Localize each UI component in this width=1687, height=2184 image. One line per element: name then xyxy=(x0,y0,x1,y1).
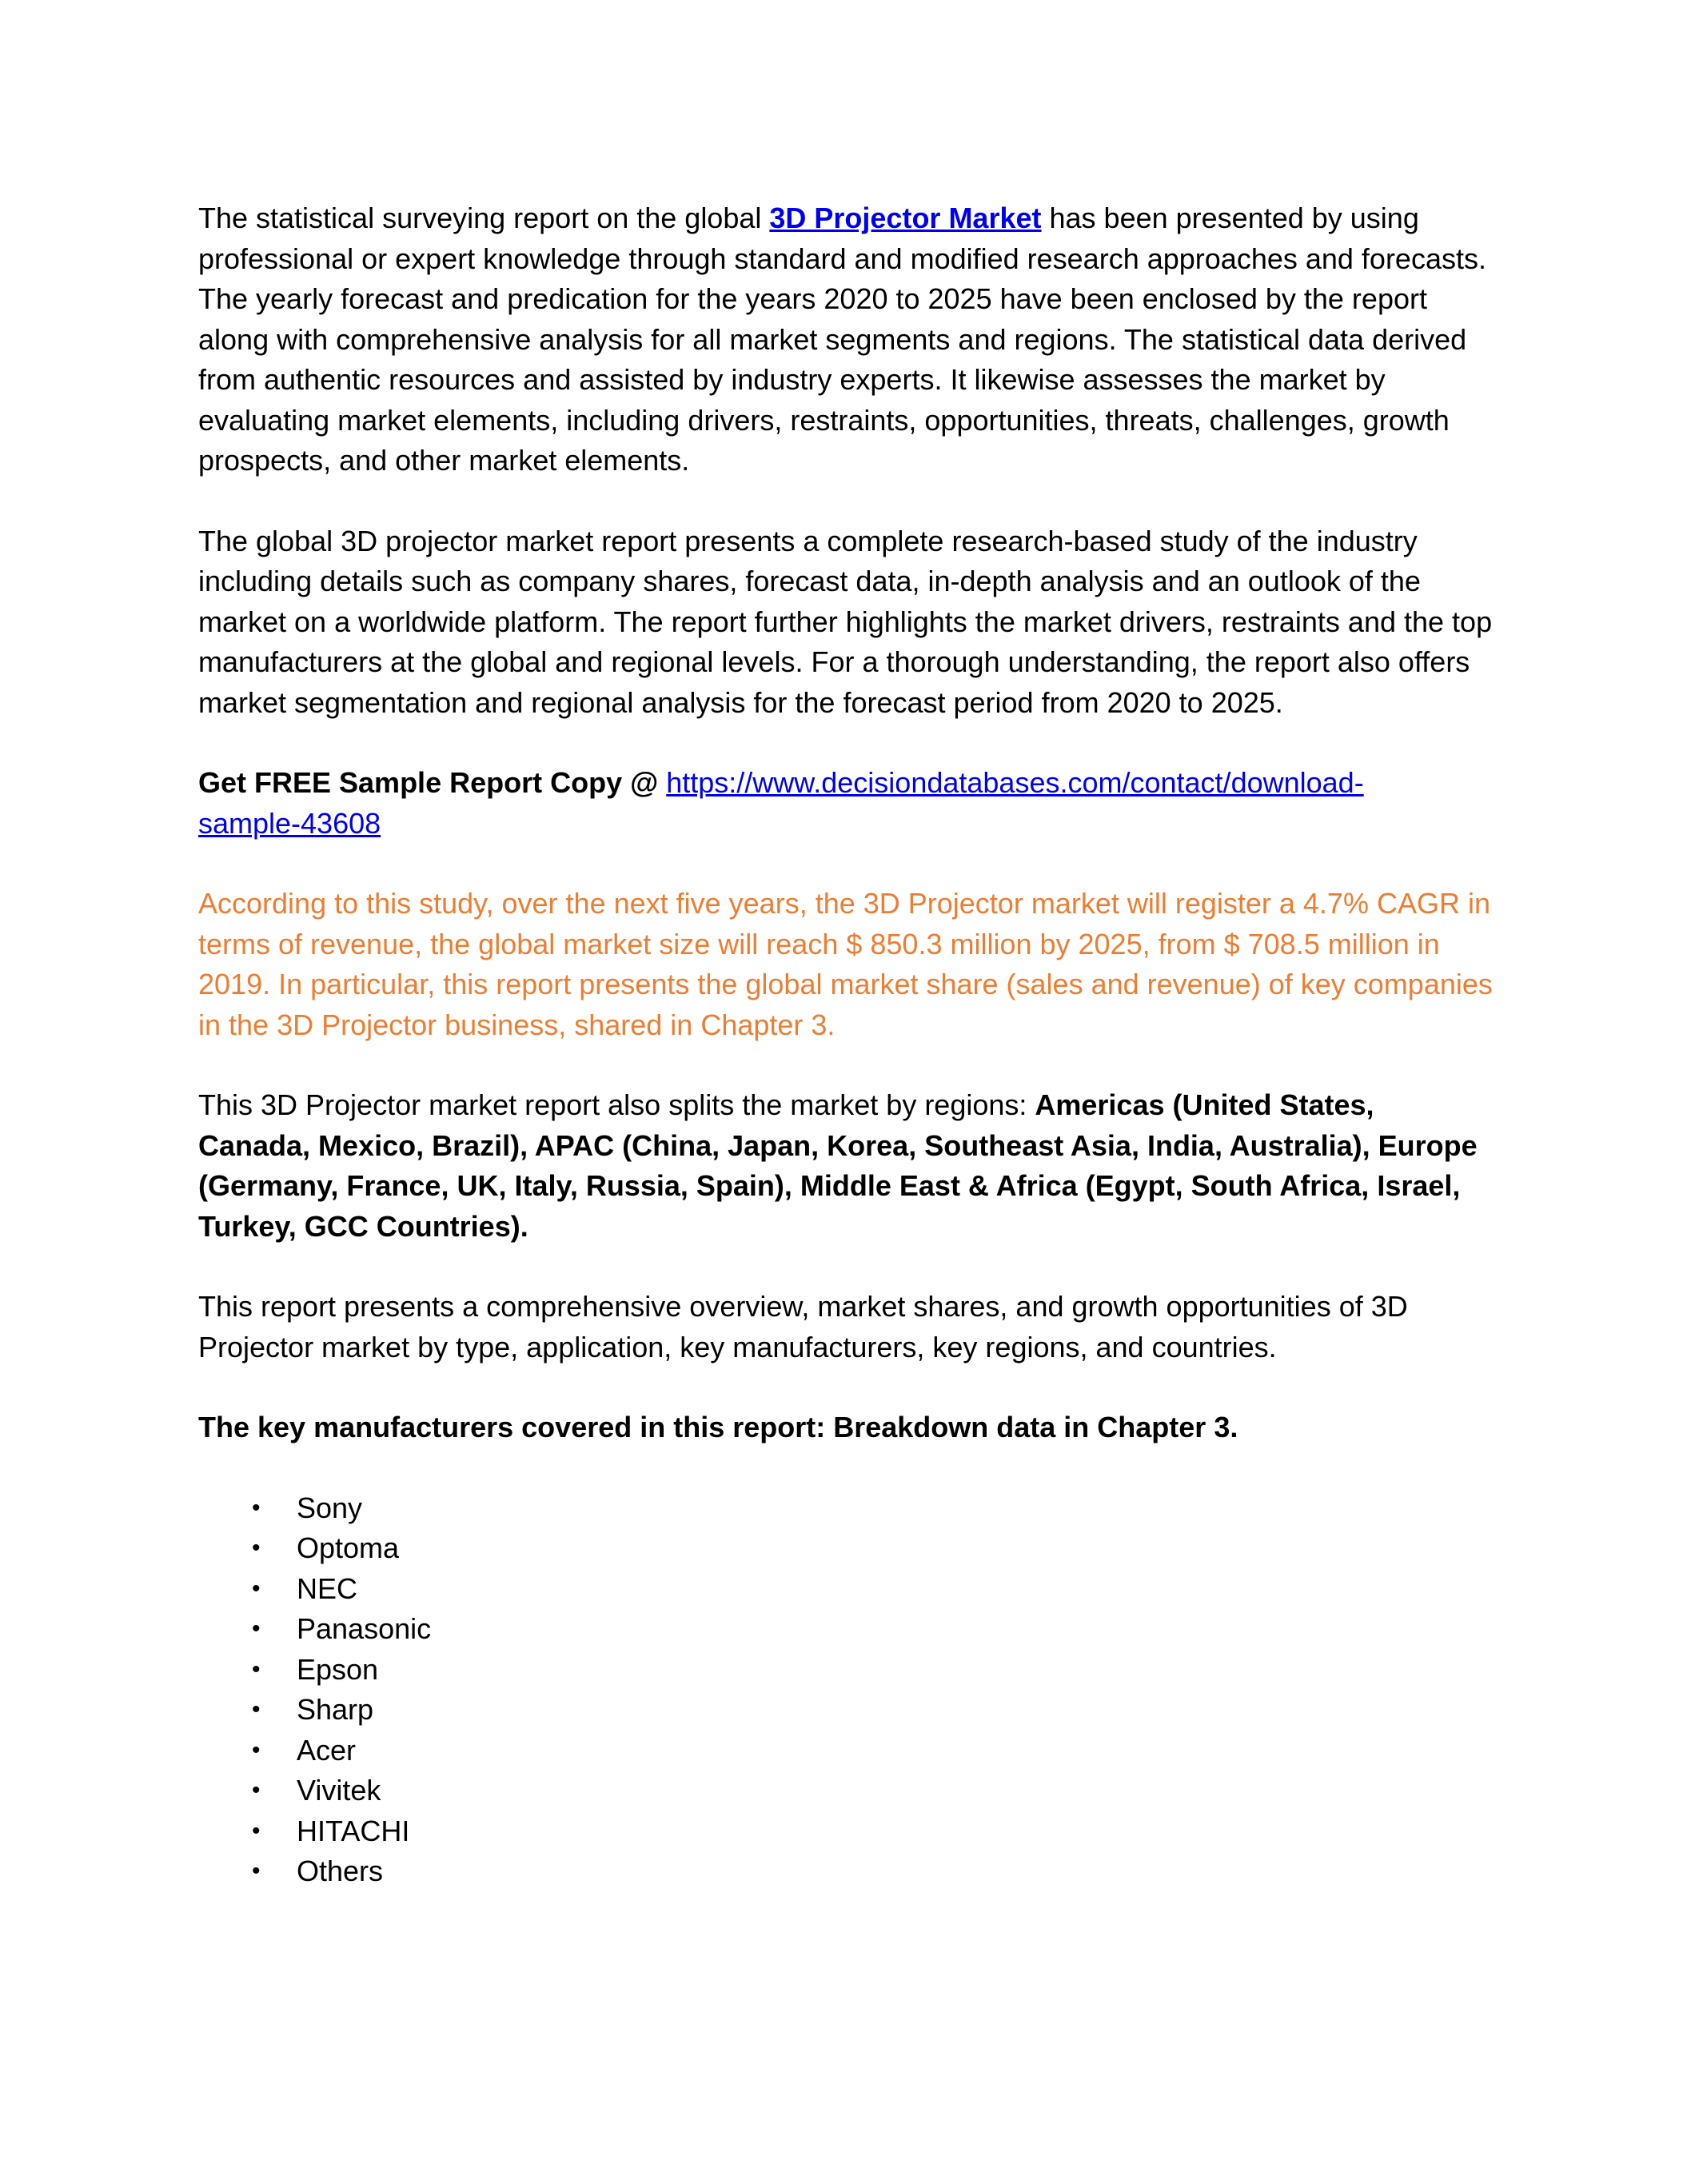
manufacturer-name: HITACHI xyxy=(297,1814,410,1847)
bullet-icon: • xyxy=(252,1655,261,1683)
manufacturer-name: Vivitek xyxy=(297,1774,381,1807)
bullet-icon: • xyxy=(252,1736,261,1763)
manufacturer-item xyxy=(198,1650,1494,1691)
manufacturer-name: Panasonic xyxy=(297,1612,432,1645)
manufacturer-item xyxy=(198,1771,1494,1811)
bullet-icon: • xyxy=(252,1777,261,1803)
bullet-icon: • xyxy=(252,1696,261,1723)
bullet-icon: • xyxy=(252,1615,261,1642)
manufacturer-name: Epson xyxy=(297,1652,379,1686)
manufacturer-item xyxy=(198,1690,1494,1731)
manufacturer-item xyxy=(198,1731,1494,1771)
intro-text-after: has been presented by using professional or expert knowledge through standard and modified research approaches and forecasts. The yearly forecast and predication for the years 2020 to 2025 have been enclosed by the report along with comprehensive analysis for all market segments and regions. The statistical data derived from authentic resources and assisted by industry experts. It likewise assesses the market by evaluating market elements, including drivers, restraints, opportunities, threats, challenges, growth prospects, and other market elements. xyxy=(198,202,1486,477)
manufacturer-item xyxy=(198,1851,1494,1892)
manufacturer-list xyxy=(198,1488,1494,1892)
bullet-icon: • xyxy=(252,1858,261,1884)
sample-link-line1: https://www.decisiondatabases.com/contact/download- xyxy=(666,766,1364,799)
bullet-icon: • xyxy=(252,1535,261,1561)
bullet-icon: • xyxy=(252,1494,261,1521)
manufacturer-name: Optoma xyxy=(297,1531,400,1564)
sample-label: Get FREE Sample Report Copy @ xyxy=(198,766,667,799)
manufacturer-item xyxy=(198,1609,1494,1650)
market-link[interactable]: 3D Projector Market xyxy=(769,202,1042,234)
manufacturer-item xyxy=(198,1569,1494,1610)
scope-paragraph: This report presents a comprehensive overview, market shares, and growth opportunities of 3D Projector market by type, application, key manufacturers, key regions, and countries. xyxy=(198,1290,1408,1364)
manufacturers-heading: The key manufacturers covered in this report: Breakdown data in Chapter 3. xyxy=(198,1411,1238,1443)
intro-text-before: The statistical surveying report on the global xyxy=(198,202,770,234)
cagr-paragraph: According to this study, over the next five years, the 3D Projector market will register a 4.7% CAGR in terms of revenue, the global market size will reach $ 850.3 million by 2025, from $ 708.5 million in 2019. In particular, this report presents the global market share (sales and revenue) of key companies in the 3D Projector business, shared in Chapter 3. xyxy=(198,887,1493,1041)
regions-intro: This 3D Projector market report also splits the market by regions: xyxy=(198,1088,1035,1121)
bullet-icon: • xyxy=(252,1817,261,1844)
regions-paragraph xyxy=(198,1085,1494,1247)
sample-link-line2: sample-43608 xyxy=(198,806,381,840)
regions-list: Americas (United States, Canada, Mexico, Brazil), APAC (China, Japan, Korea, Southeast Asia, India, Australia), Europe (Germany, France, UK, Italy, Russia, Spain), Middle East & Africa (Egypt, South Africa, Israel, Turkey, GCC Countries). xyxy=(198,1088,1478,1243)
intro-paragraph xyxy=(198,198,1494,481)
sample-paragraph xyxy=(198,763,1494,844)
manufacturer-name: Acer xyxy=(297,1733,357,1767)
overview-paragraph: The global 3D projector market report presents a complete research-based study of the industry including details such as company shares, forecast data, in-depth analysis and an outlook of the market on a worldwide platform. The report further highlights the market drivers, restraints and the top manufacturers at the global and regional levels. For a thorough understanding, the report also offers market segmentation and regional analysis for the forecast period from 2020 to 2025. xyxy=(198,524,1493,719)
manufacturer-name: Sony xyxy=(297,1491,363,1524)
manufacturer-item xyxy=(198,1811,1494,1852)
manufacturer-item xyxy=(198,1488,1494,1529)
manufacturer-name: Others xyxy=(297,1855,384,1887)
manufacturer-item xyxy=(198,1528,1494,1569)
document-body xyxy=(198,198,1494,1892)
bullet-icon: • xyxy=(252,1575,261,1602)
manufacturer-name: Sharp xyxy=(297,1693,374,1726)
manufacturer-name: NEC xyxy=(297,1571,358,1605)
